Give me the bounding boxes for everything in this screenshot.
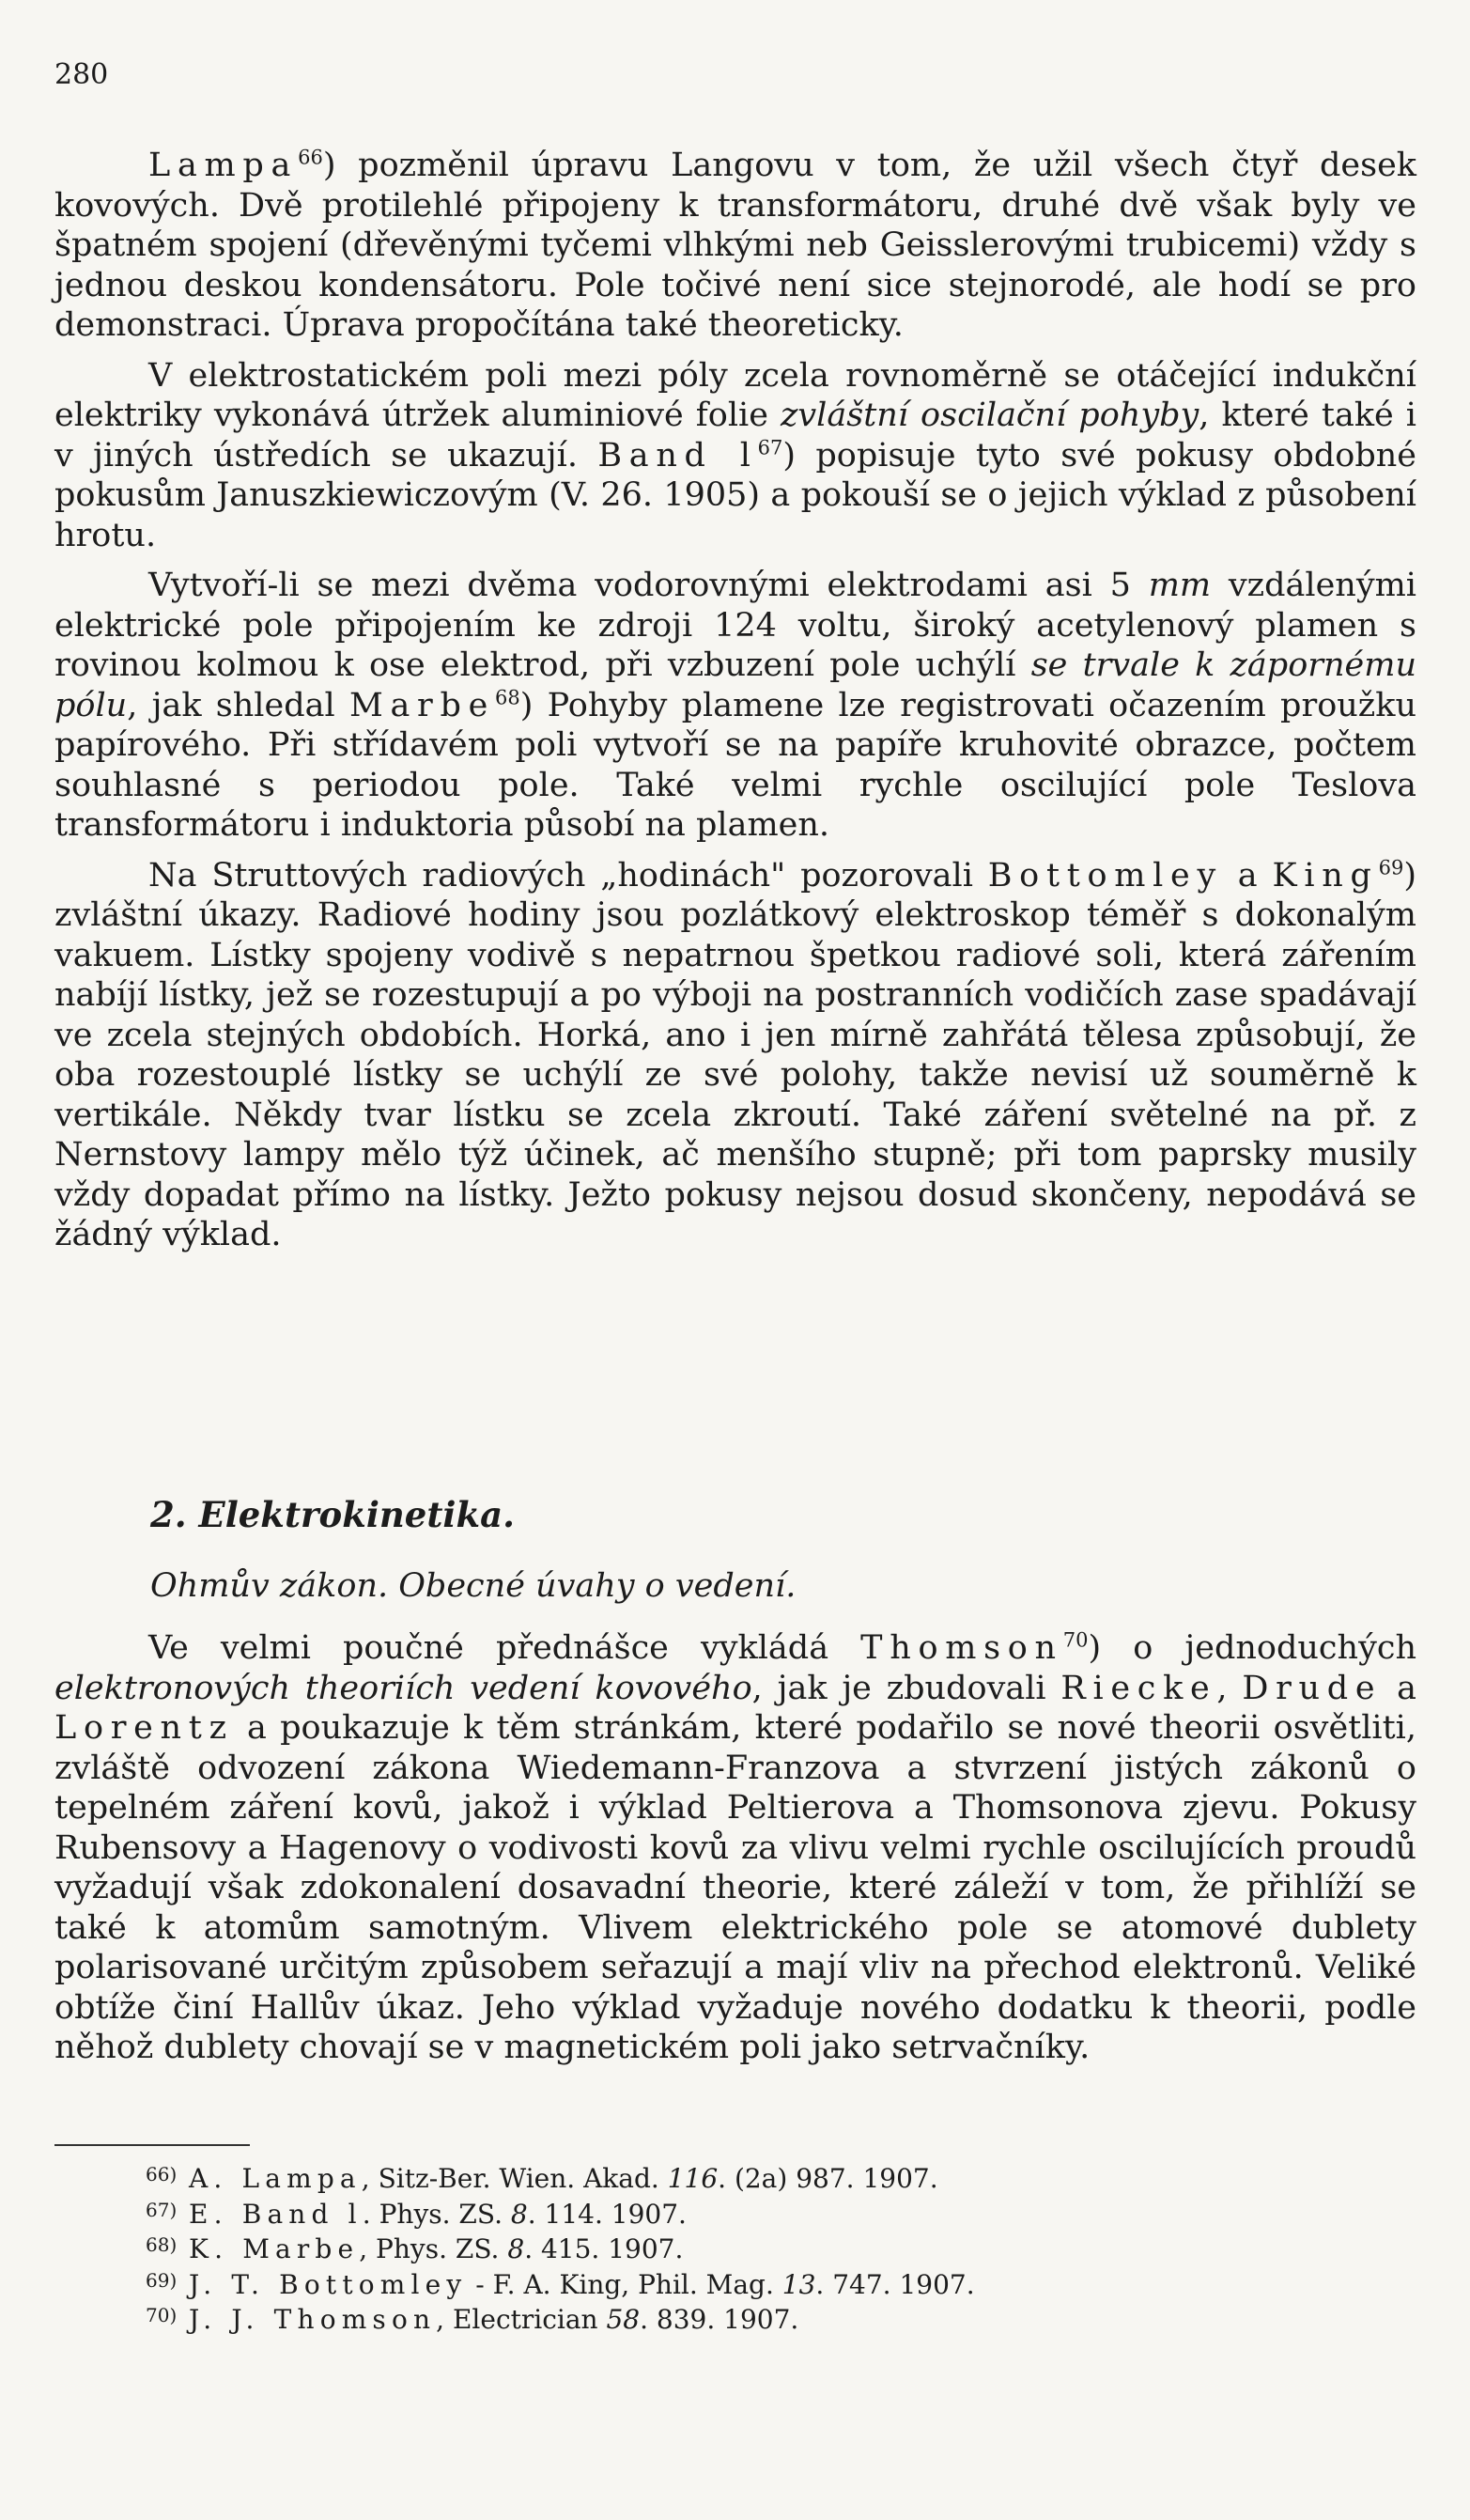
footnote-volume: 58 <box>606 2304 641 2335</box>
footnote-author: K. Marbe <box>189 2233 360 2264</box>
footnote-ref: 70 <box>1062 1628 1089 1652</box>
footnote-volume: 8 <box>507 2233 525 2264</box>
emphasis: se trvale k zápornému pólu <box>54 646 1416 724</box>
footnote-ref: 66 <box>298 146 323 169</box>
author-name: Lorentz <box>54 1709 234 1747</box>
paragraph-2: V elektrostatickém poli mezi póly zcela rovnoměrně se otáčející indukční elektriky vykonává útržek aluminiové folie zvláštní oscilační pohyby, které také i v jiných ústředích se ukazují. Band $l^{67}$) popisuje tyto své pokusy obdobné pokusům Januszkiewiczovým (V. 26. 1905) a pokouší se o jejich výklad z působení hrotu. <box>54 356 1416 554</box>
body-text-lower <box>54 1628 1416 2068</box>
footnote: 69) J. T. Bottomley - F. A. King, Phil. Mag. 13. 747. 1907. <box>146 2265 1367 2301</box>
paragraph-5: Ve velmi poučné přednášce vykládá Thomson$^{70}$) o jednoduchých elektronových theoriích vedení kovového, jak je zbudovali Riecke, Drude a Lorentz a poukazuje k těm stránkám, které podařilo se nové theorii osvětliti, zvláště odvození zákona Wiedemann-Franzova a stvrzení jistých zákonů o tepelném záření kovů, jakož i výklad Peltierova a Thomsonova zjevu. Pokusy Rubensovy a Hagenovy o vodivosti kovů za vlivu velmi rychle oscilujících proudů vyžadují však zdokonalení dosavadní theorie, které záleží v tom, že přihlíží se také k atomům samotným. Vlivem elektrického pole se atomové dublety polarisované určitým způsobem seřazují a mají vliv na přechod elektronů. Veliké obtíže činí Hallův úkaz. Jeho výklad vyžaduje nového dodatku k theorii, podle něhož dublety chovají se v magnetickém poli jako setrvačníky. <box>54 1628 1416 2066</box>
footnote-volume: 116 <box>667 2163 719 2194</box>
footnote-divider <box>54 2144 250 2146</box>
author-name: Band l <box>597 436 758 474</box>
footnote-number: 67) <box>146 2198 178 2221</box>
body-text-upper <box>54 146 1416 1255</box>
emphasis: elektronových theoriích vedení kovového <box>54 1669 752 1707</box>
author-name: Drude <box>1242 1669 1383 1707</box>
author-name: Lampa <box>148 147 299 184</box>
emphasis: zvláštní oscilační pohyby <box>780 397 1199 434</box>
footnote: 68) K. Marbe, Phys. ZS. 8. 415. 1907. <box>146 2230 1367 2265</box>
paragraph-1: Lampa$^{66}$) pozměnil úpravu Langovu v tom, že užil všech čtyř desek kovových. Dvě protilehlé připojeny k transformátoru, druhé dvě však byly ve špatném spojení (dřevěnými tyčemi vlhkými neb Geisslerovými trubicemi) vždy s jednou deskou kondensátoru. Pole točivé není sice stejnorodé, ale hodí se pro demonstraci. Úprava propočítána také theoreticky. <box>54 146 1416 344</box>
footnote-ref: 68 <box>495 685 520 708</box>
footnote-number: 66) <box>146 2163 178 2186</box>
footnote-author: J. J. Thomson <box>189 2304 437 2335</box>
footnote-number: 70) <box>146 2304 178 2326</box>
section-heading: 2. Elektrokinetika. <box>150 1494 515 1535</box>
footnote-ref: 67 <box>757 435 783 459</box>
footnote-author: A. Lampa <box>189 2163 362 2194</box>
footnote-volume: 13 <box>781 2268 816 2300</box>
author-name: King <box>1272 856 1379 894</box>
footnote: 66) A. Lampa, Sitz-Ber. Wien. Akad. 116. (2a) 987. 1907. <box>146 2159 1367 2195</box>
unit: mm <box>1148 567 1212 604</box>
author-name: Riecke <box>1060 1669 1217 1707</box>
footnote-ref: 69 <box>1378 855 1404 879</box>
footnote-author: E. Band l <box>189 2198 363 2230</box>
footnote-author: J. T. Bottomley <box>189 2268 468 2300</box>
author-name: Thomson <box>860 1629 1063 1667</box>
author-name: Marbe <box>348 686 496 724</box>
footnote-volume: 8 <box>510 2198 528 2230</box>
footnotes <box>146 2159 1367 2336</box>
paragraph-4: Na Struttových radiových „hodinách" pozorovali Bottomley a King$^{69}$) zvláštní úkazy. Radiové hodiny jsou pozlátkový elektroskop téměř s dokonalým vakuem. Lístky spojeny vodivě s nepatrnou špetkou radiové soli, která zářením nabíjí lístky, jež se rozestupují a po výboji na postranních vodičích zase spadávají ve zcela stejných obdobích. Horká, ano i jen mírně zahřátá tělesa způsobují, že oba rozestouplé lístky se uchýlí ze své polohy, takže nevisí už souměrně k vertikále. Někdy tvar lístku se zcela zkroutí. Také záření světelné na př. z Nernstovy lampy mělo týž účinek, ač menšího stupně; při tom paprsky musily vždy dopadat přímo na lístky. Ježto pokusy nejsou dosud skončeny, nepodává se žádný výklad. <box>54 855 1416 1253</box>
page-number: 280 <box>54 58 109 91</box>
footnote-number: 69) <box>146 2268 178 2292</box>
footnote: 70) J. J. Thomson, Electrician 58. 839. 1907. <box>146 2300 1367 2336</box>
footnote: 67) E. Band l. Phys. ZS. 8. 114. 1907. <box>146 2195 1367 2231</box>
author-name: Bottomley <box>987 856 1223 894</box>
footnote-number: 68) <box>146 2233 178 2256</box>
paragraph-3: Vytvoří-li se mezi dvěma vodorovnými elektrodami asi 5 mm vzdálenými elektrické pole připojením ke zdroji 124 voltu, široký acetylenový plamen s rovinou kolmou k ose elektrod, při vzbuzení pole uchýlí se trvale k zápornému pólu, jak shledal Marbe$^{68}$) Pohyby plamene lze registrovati očazením proužku papírového. Při střídavém poli vytvoří se na papíře kruhovité obrazce, počtem souhlasné s periodou pole. Také velmi rychle oscilující pole Teslova transformátoru i induktoria působí na plamen. <box>54 567 1416 844</box>
section-subheading: Ohmův zákon. Obecné úvahy o vedení. <box>150 1567 797 1605</box>
